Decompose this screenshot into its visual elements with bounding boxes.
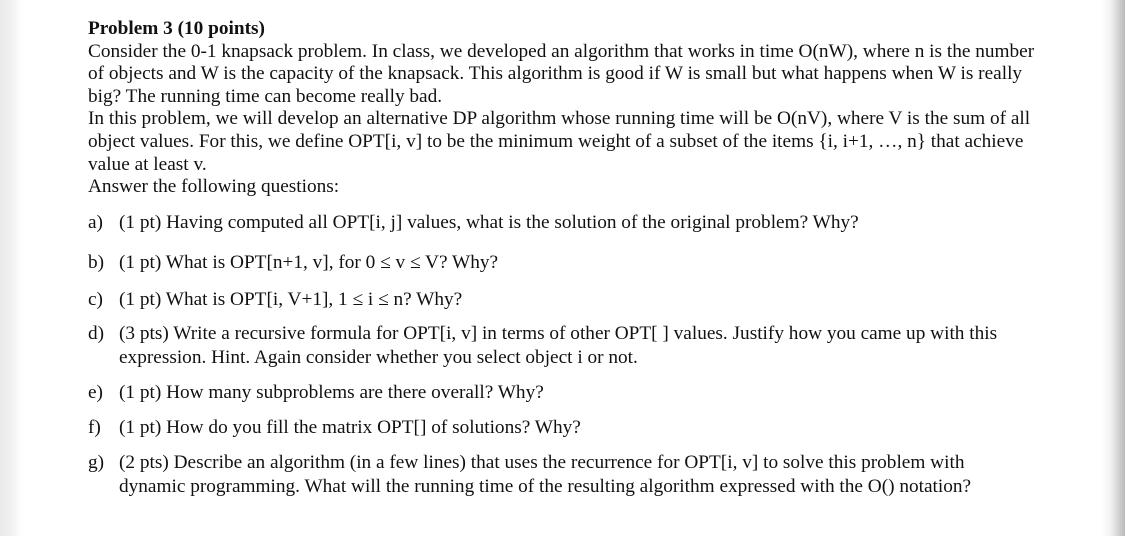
question-text: (1 pt) Having computed all OPT[i, j] values, what is the solution of the original problem? Why? [119,212,859,233]
instruction-text: Answer the following questions: [88,176,340,198]
question-text: (1 pt) What is OPT[n+1, v], for 0 ≤ v ≤ V? Why? [119,252,499,273]
question-letter: a) [88,212,103,233]
question-text: (3 pts) Write a recursive formula for OPT[i, v] in terms of other OPT[ ] values. Justify how you came up with this expression. Hint. Again consider whether you select object i or not. [119,323,998,368]
page-left-shadow [0,0,22,536]
problem-title: Problem 3 (10 points) [88,18,265,39]
question-text: (1 pt) How do you fill the matrix OPT[] of solutions? Why? [119,417,581,438]
question-letter: b) [88,252,105,273]
question-letter: e) [88,382,103,403]
intro-paragraph-1: Consider the 0-1 knapsack problem. In class, we developed an algorithm that works in time O(nW), where n is the number of objects and W is the capacity of the knapsack. This algorithm is good if W is small but what happens when W is really big? The running time can become really bad. [88,40,1035,107]
question-text: (1 pt) What is OPT[i, V+1], 1 ≤ i ≤ n? Why? [119,289,463,310]
page-right-shadow [1101,0,1125,536]
problem-statement [88,18,1043,199]
question-letter: c) [88,289,103,310]
question-letter: f) [88,417,101,438]
question-text: (2 pts) Describe an algorithm (in a few lines) that uses the recurrence for OPT[i, v] to solve this problem with dynamic programming. What will the running time of the resulting algorithm expressed with the O() notation? [119,452,972,497]
question-letter: g) [88,452,105,473]
question-text: (1 pt) How many subproblems are there overall? Why? [119,382,544,403]
question-letter: d) [88,323,105,344]
intro-paragraph-2: In this problem, we will develop an alternative DP algorithm whose running time will be O(nV), where V is the sum of all object values. For this, we define OPT[i, v] to be the minimum weight of a subset of the items {i, i+1, …, n} that achieve value at least v. [88,108,1031,175]
